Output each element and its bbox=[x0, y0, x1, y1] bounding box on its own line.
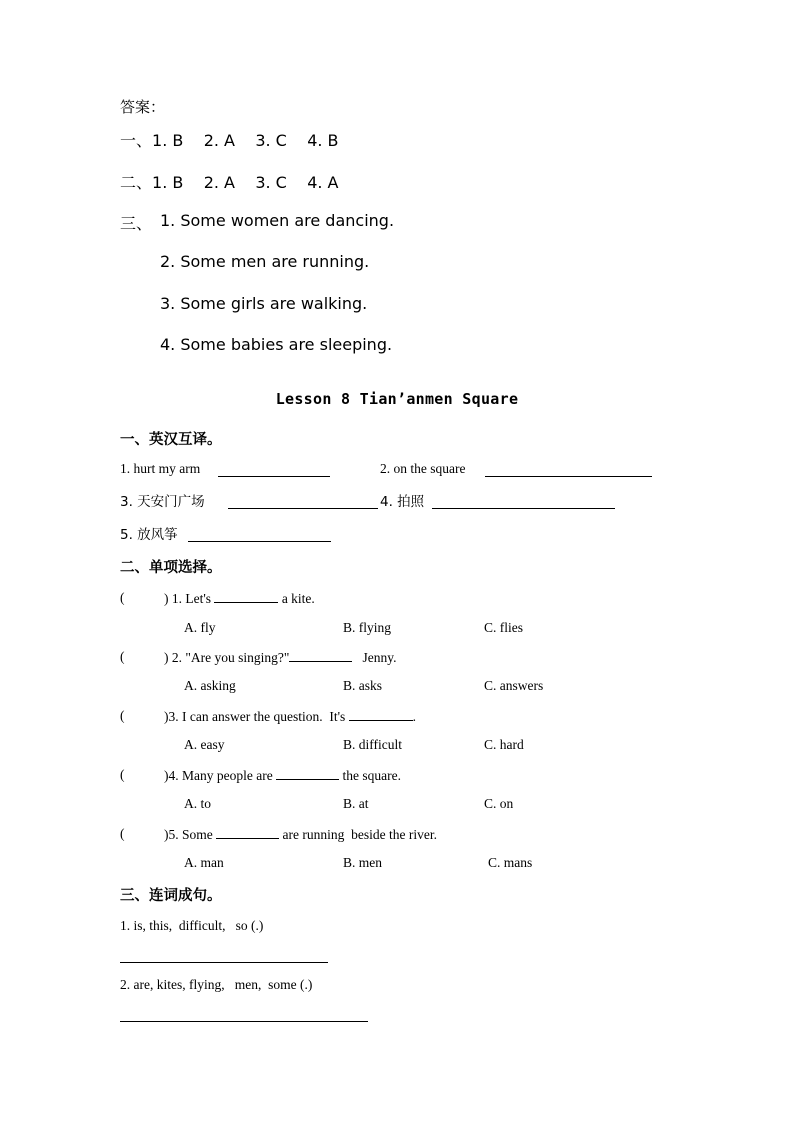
option-4b: B. at bbox=[343, 796, 369, 811]
question-2-open-paren: ( bbox=[120, 649, 125, 664]
answer-sentence-2: 2. Some men are running. bbox=[160, 252, 370, 271]
translate-item-2-text: 2. on the square bbox=[380, 461, 466, 476]
answer-row-1-marker: 一、 bbox=[120, 131, 153, 150]
sentence-item-2: 2. are, kites, flying, men, some (.) bbox=[120, 977, 313, 992]
section-2-heading: 二、单项选择。 bbox=[120, 560, 222, 576]
option-1c: C. flies bbox=[484, 620, 523, 635]
answer-blank bbox=[276, 767, 339, 780]
answer-blank bbox=[432, 508, 615, 509]
option-1a: A. fly bbox=[184, 620, 216, 635]
option-3a: A. easy bbox=[184, 737, 225, 752]
question-3 bbox=[120, 708, 125, 724]
translate-item-5: 5. 放风筝 bbox=[120, 527, 178, 543]
answer-row-1 bbox=[120, 128, 339, 151]
option-2c: C. answers bbox=[484, 678, 544, 693]
section-3-heading: 三、连词成句。 bbox=[120, 888, 222, 904]
answer-blank bbox=[485, 476, 652, 477]
question-5-close-paren: ) bbox=[164, 827, 169, 842]
option-4a: A. to bbox=[184, 796, 211, 811]
option-2b: B. asks bbox=[343, 678, 383, 693]
question-1-close-paren: ) bbox=[164, 591, 169, 606]
question-3-body bbox=[164, 708, 416, 725]
option-5b: B. men bbox=[343, 855, 382, 870]
question-4 bbox=[120, 767, 125, 783]
question-3-stem-end: . bbox=[412, 709, 417, 724]
answer-blank bbox=[216, 826, 279, 839]
answer-blank bbox=[289, 649, 352, 662]
question-5-stem-end: are running beside the river. bbox=[282, 827, 437, 842]
translate-item-4: 4. 拍照 bbox=[380, 494, 425, 510]
question-3-stem: 3. I can answer the question. It's bbox=[168, 709, 346, 724]
question-4-open-paren: ( bbox=[120, 767, 125, 782]
answer-blank bbox=[214, 590, 278, 603]
answer-blank bbox=[188, 541, 331, 542]
translate-item-2 bbox=[380, 461, 465, 477]
option-3b: B. difficult bbox=[343, 737, 402, 752]
answer-blank bbox=[349, 708, 413, 721]
translate-item-1 bbox=[120, 461, 200, 477]
question-5-body bbox=[164, 826, 437, 843]
answer-blank bbox=[228, 508, 378, 509]
question-2-stem: 2. "Are you singing?" bbox=[171, 650, 290, 665]
question-1-open-paren: ( bbox=[120, 590, 125, 605]
answer-row-3-marker: 三、 bbox=[120, 214, 153, 233]
question-3-close-paren: ) bbox=[164, 709, 169, 724]
option-3c: C. hard bbox=[484, 737, 524, 752]
option-1b: B. flying bbox=[343, 620, 392, 635]
option-5a: A. man bbox=[184, 855, 224, 870]
answer-row-1-text: 1. B 2. A 3. C 4. B bbox=[152, 131, 339, 150]
question-4-stem: 4. Many people are bbox=[168, 768, 273, 783]
question-1 bbox=[120, 590, 125, 606]
translate-item-1-text: 1. hurt my arm bbox=[120, 461, 201, 476]
question-5-stem: 5. Some bbox=[168, 827, 213, 842]
question-5 bbox=[120, 826, 125, 842]
option-5c: C. mans bbox=[488, 855, 533, 870]
option-2a: A. asking bbox=[184, 678, 236, 693]
option-4c: C. on bbox=[484, 796, 514, 811]
question-1-stem-end: a kite. bbox=[281, 591, 315, 606]
answer-blank bbox=[120, 1021, 368, 1022]
answer-row-2-text: 1. B 2. A 3. C 4. A bbox=[152, 173, 339, 192]
translate-item-3: 3. 天安门广场 bbox=[120, 494, 205, 510]
section-1-heading: 一、英汉互译。 bbox=[120, 432, 222, 448]
question-2-stem-end: Jenny. bbox=[362, 650, 397, 665]
answer-blank bbox=[218, 476, 330, 477]
question-2-body bbox=[164, 649, 397, 666]
answer-sentence-1: 1. Some women are dancing. bbox=[160, 211, 395, 230]
answers-label: 答案： bbox=[120, 98, 166, 116]
question-1-stem: 1. Let's bbox=[171, 591, 212, 606]
question-3-open-paren: ( bbox=[120, 708, 125, 723]
question-2 bbox=[120, 649, 125, 665]
sentence-item-1: 1. is, this, difficult, so (.) bbox=[120, 918, 264, 933]
question-5-open-paren: ( bbox=[120, 826, 125, 841]
question-1-body bbox=[164, 590, 315, 607]
answer-sentence-4: 4. Some babies are sleeping. bbox=[160, 335, 393, 354]
answer-blank bbox=[120, 962, 328, 963]
question-4-stem-end: the square. bbox=[342, 768, 401, 783]
lesson-title: Lesson 8 Tian’anmen Square bbox=[275, 390, 519, 408]
answer-row-2 bbox=[120, 170, 339, 193]
question-4-close-paren: ) bbox=[164, 768, 169, 783]
question-2-close-paren: ) bbox=[164, 650, 169, 665]
answer-sentence-3: 3. Some girls are walking. bbox=[160, 294, 368, 313]
question-4-body bbox=[164, 767, 401, 784]
answer-row-2-marker: 二、 bbox=[120, 173, 153, 192]
